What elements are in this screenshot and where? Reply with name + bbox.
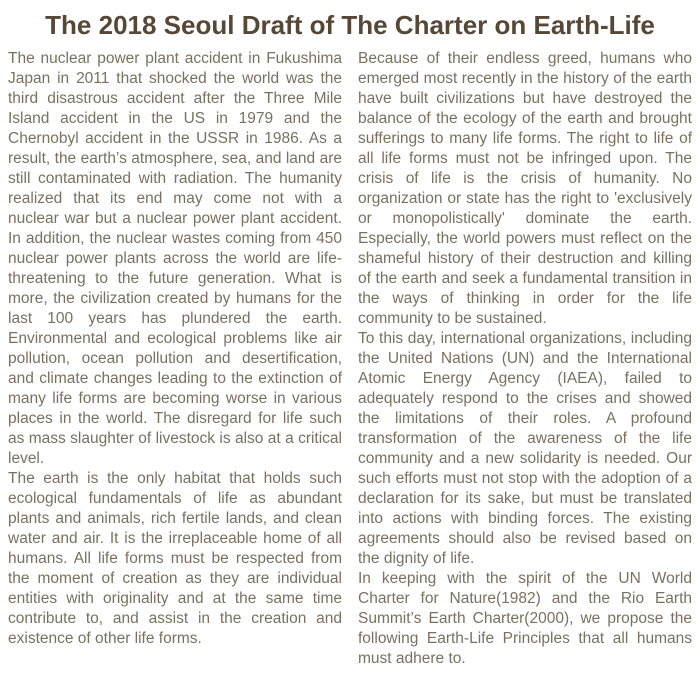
two-column-layout [6,49,694,669]
right-column [358,49,692,669]
paragraph-earth-only-habitat: The earth is the only habitat that holds such ecological fundamentals of life as abundant plants and animals, rich fertile lands, and clean water and air. It is the irreplaceable home of all humans. All life forms must be respected from the moment of creation as they are individual entities with originality and at the same time contribute to, and assist in the creation and existence of other life forms. [8,470,342,647]
paragraph-earth-life-principles: In keeping with the spirit of the UN World Charter for Nature(1982) and the Rio Earth Summit’s Earth Charter(2000), we propose the following Earth-Life Principles that all humans must adhere to. [358,570,692,667]
paragraph-fukushima-accidents: The nuclear power plant accident in Fukushima Japan in 2011 that shocked the world was the third disastrous accident after the Three Mile Island accident in the US in 1979 and the Chernobyl accident in the USSR in 1986. As a result, the earth’s atmosphere, sea, and land are still contaminated with radiation. The humanity realized that its end may come not with a nuclear war but a nuclear power plant accident. In addition, the nuclear wastes coming from 450 nuclear power plants across the world are life-threatening to the future generation. What is more, the civilization created by humans for the last 100 years has plundered the earth. Environmental and ecological problems like air pollution, ocean pollution and desertification, and climate changes leading to the extinction of many life forms are becoming worse in various places in the world. The disregard for life such as mass slaughter of livestock is also at a critical level. [8,50,342,467]
page-title: The 2018 Seoul Draft of The Charter on Earth-Life [45,10,655,40]
paragraph-international-organizations: To this day, international organizations, including the United Nations (UN) and the International Atomic Energy Agency (IAEA), failed to adequately respond to the crises and showed the limitations of their roles. A profound transformation of the awareness of the life community and a new solidarity is needed. Our such efforts must not stop with the adoption of a declaration for its sake, but must be translated into actions with binding forces. The existing agreements should also be revised based on the dignity of life. [358,330,692,567]
left-column [8,49,342,669]
paragraph-endless-greed: Because of their endless greed, humans who emerged most recently in the history of the earth have built civilizations but have destroyed the balance of the ecology of the earth and brought sufferings to many life forms. The right to life of all life forms must not be infringed upon. The crisis of life is the crisis of humanity. No organization or state has the right to 'exclusively or monopolistically' dominate the earth. Especially, the world powers must reflect on the shameful history of their destruction and killing of the earth and seek a fundamental transition in the ways of thinking in order for the life community to be sustained. [358,50,692,327]
